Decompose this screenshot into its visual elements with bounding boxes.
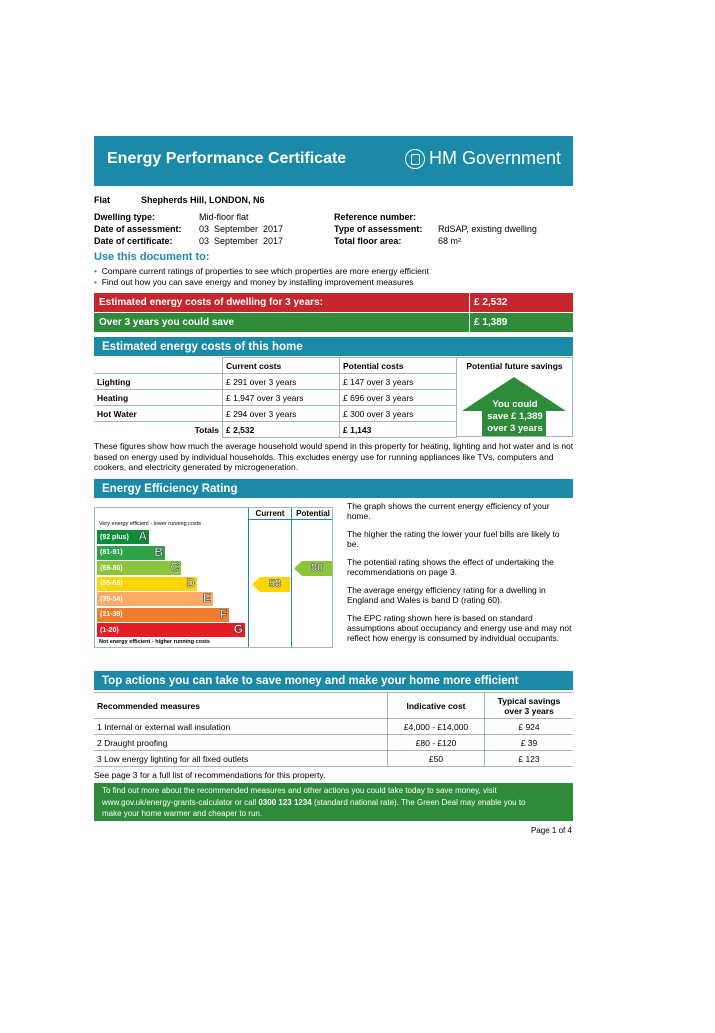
- table-row: 3 Low energy lighting for all fixed outlets £50 £ 123: [94, 751, 573, 767]
- assessment-type-label: Type of assessment:: [334, 224, 423, 234]
- efficiency-paragraph: The higher the rating the lower your fuel bills are likely to be.: [347, 529, 560, 549]
- certificate-date-label: Date of certificate:: [94, 236, 173, 246]
- bottom-note: Not energy efficient - higher running costs: [99, 639, 210, 645]
- assessment-date-value: 03 September 2017: [199, 224, 284, 234]
- costs-table: [94, 357, 457, 438]
- government-name: HM Government: [428, 148, 561, 168]
- use-document-heading: Use this document to:: [94, 251, 210, 263]
- floor-area-value: 68 m²: [438, 236, 462, 246]
- col-potential: Potential: [296, 509, 330, 518]
- certificate-date-value: 03 September 2017: [199, 236, 284, 246]
- savings-arrow-text: You could save £ 1,389 over 3 years: [487, 399, 543, 434]
- col-current-costs: Current costs: [223, 358, 340, 374]
- rating-band-c: [97, 561, 181, 575]
- find-out-text: www.gov.uk/energy-grants-calculator or call 0300 123 1234 (standard national rate). The Green Deal may enable you to: [102, 797, 526, 807]
- band-letter: E: [202, 591, 211, 605]
- could-save-label: Over 3 years you could save: [99, 317, 235, 328]
- property-address: Shepherds Hill, LONDON, N6: [141, 195, 265, 205]
- totals-row: Totals £ 2,532 £ 1,143: [94, 422, 457, 438]
- actions-table: [94, 692, 573, 767]
- col-savings: Typical savings over 3 years: [485, 693, 574, 719]
- rating-band-g: [97, 623, 245, 637]
- rating-band-e: [97, 592, 213, 606]
- col-current: Current: [255, 509, 285, 518]
- costs-section-heading: Estimated energy costs of this home: [94, 337, 573, 356]
- table-row: Lighting £ 291 over 3 years £ 147 over 3 years: [94, 374, 457, 390]
- band-range: (39-54): [100, 595, 123, 603]
- certificate-header: [94, 136, 573, 186]
- efficiency-paragraph: The graph shows the current energy efficiency of your home.: [347, 501, 550, 521]
- reference-label: Reference number:: [334, 212, 417, 222]
- col-potential-costs: Potential costs: [340, 358, 457, 374]
- col-cost: Indicative cost: [388, 693, 485, 719]
- band-range: (69-80): [100, 564, 123, 572]
- estimated-costs-label: Estimated energy costs of dwelling for 3 years:: [99, 297, 323, 308]
- rating-band-b: [97, 546, 165, 560]
- find-out-more-box: [94, 783, 573, 821]
- efficiency-paragraph: The potential rating shows the effect of undertaking the recommendations on page 3.: [347, 557, 554, 577]
- top-note: Very energy efficient - lower running costs: [99, 521, 202, 527]
- crest-icon: [405, 149, 425, 169]
- dwelling-type-label: Dwelling type:: [94, 212, 156, 222]
- rating-band-f: [97, 608, 229, 622]
- page-title: Energy Performance Certificate: [107, 150, 347, 167]
- current-rating-arrow-value: 58: [268, 577, 282, 590]
- assessment-type-value: RdSAP, existing dwelling: [438, 224, 537, 234]
- band-letter: C: [170, 560, 179, 574]
- use-bullet: • Find out how you can save energy and money by installing improvement measures: [94, 277, 414, 287]
- band-range: (21-38): [100, 611, 123, 618]
- col-future-savings: Potential future savings: [466, 361, 563, 371]
- potential-rating-arrow-value: 80: [310, 562, 324, 574]
- rating-band-d: [97, 577, 197, 591]
- col-measures: Recommended measures: [94, 693, 388, 719]
- could-save-value: £ 1,389: [469, 313, 507, 332]
- efficiency-section-heading: Energy Efficiency Rating: [94, 479, 573, 498]
- efficiency-explanation: [347, 501, 573, 651]
- band-range: (55-68): [100, 580, 123, 587]
- potential-rating-arrow: [294, 561, 332, 576]
- efficiency-paragraph: The EPC rating shown here is based on standard assumptions about occupancy and energy use and may not reflect how energy is consumed by individual occupants.: [347, 613, 572, 643]
- band-letter: B: [154, 544, 163, 559]
- table-row: 1 Internal or external wall insulation £4,000 - £14,000 £ 924: [94, 719, 573, 735]
- assessment-date-label: Date of assessment:: [94, 224, 182, 234]
- see-page-note: See page 3 for a full list of recommendations for this property.: [94, 770, 326, 780]
- find-out-text: To find out more about the recommended measures and other actions you could take today to save money, visit: [102, 786, 497, 795]
- hm-government-logo: [405, 148, 561, 169]
- band-range: (1-20): [100, 626, 119, 634]
- actions-section-heading: Top actions you can take to save money and make your home more efficient: [94, 671, 573, 690]
- table-row: Heating £ 1,947 over 3 years £ 696 over 3 years: [94, 390, 457, 406]
- future-savings-box: [457, 357, 573, 437]
- band-letter: A: [138, 529, 147, 543]
- band-letter: D: [186, 575, 195, 590]
- band-range: (81-91): [100, 549, 123, 556]
- table-row: Hot Water £ 294 over 3 years £ 300 over 3 years: [94, 406, 457, 422]
- band-letter: F: [219, 606, 227, 621]
- dwelling-type-value: Mid-floor flat: [199, 212, 249, 222]
- band-letter: G: [233, 622, 243, 636]
- estimated-costs-bar: [94, 293, 573, 312]
- use-bullet: • Compare current ratings of properties to see which properties are more energy efficient: [94, 266, 429, 276]
- current-rating-arrow: [252, 577, 290, 592]
- property-type: Flat: [94, 195, 111, 205]
- find-out-text: make your home warmer and cheaper to run.: [102, 809, 263, 818]
- estimated-costs-value: £ 2,532: [469, 293, 507, 312]
- rating-band-a: [97, 530, 149, 544]
- efficiency-paragraph: The average energy efficiency rating for a dwelling in England and Wales is band D (rating 60).: [347, 585, 546, 605]
- page-number: Page 1 of 4: [531, 826, 572, 835]
- floor-area-label: Total floor area:: [334, 236, 402, 246]
- could-save-bar: [94, 313, 573, 332]
- costs-note: These figures show how much the average household would spend in this property for heating, lighting and hot water and is not based on energy used by individual households. This excludes energy use for running appliances like TVs, computers and cookers, and electricity generated by microgeneration.: [94, 441, 574, 472]
- table-row: 2 Draught proofing £80 - £120 £ 39: [94, 735, 573, 751]
- band-range: (92 plus): [100, 533, 129, 541]
- efficiency-chart: [94, 507, 333, 648]
